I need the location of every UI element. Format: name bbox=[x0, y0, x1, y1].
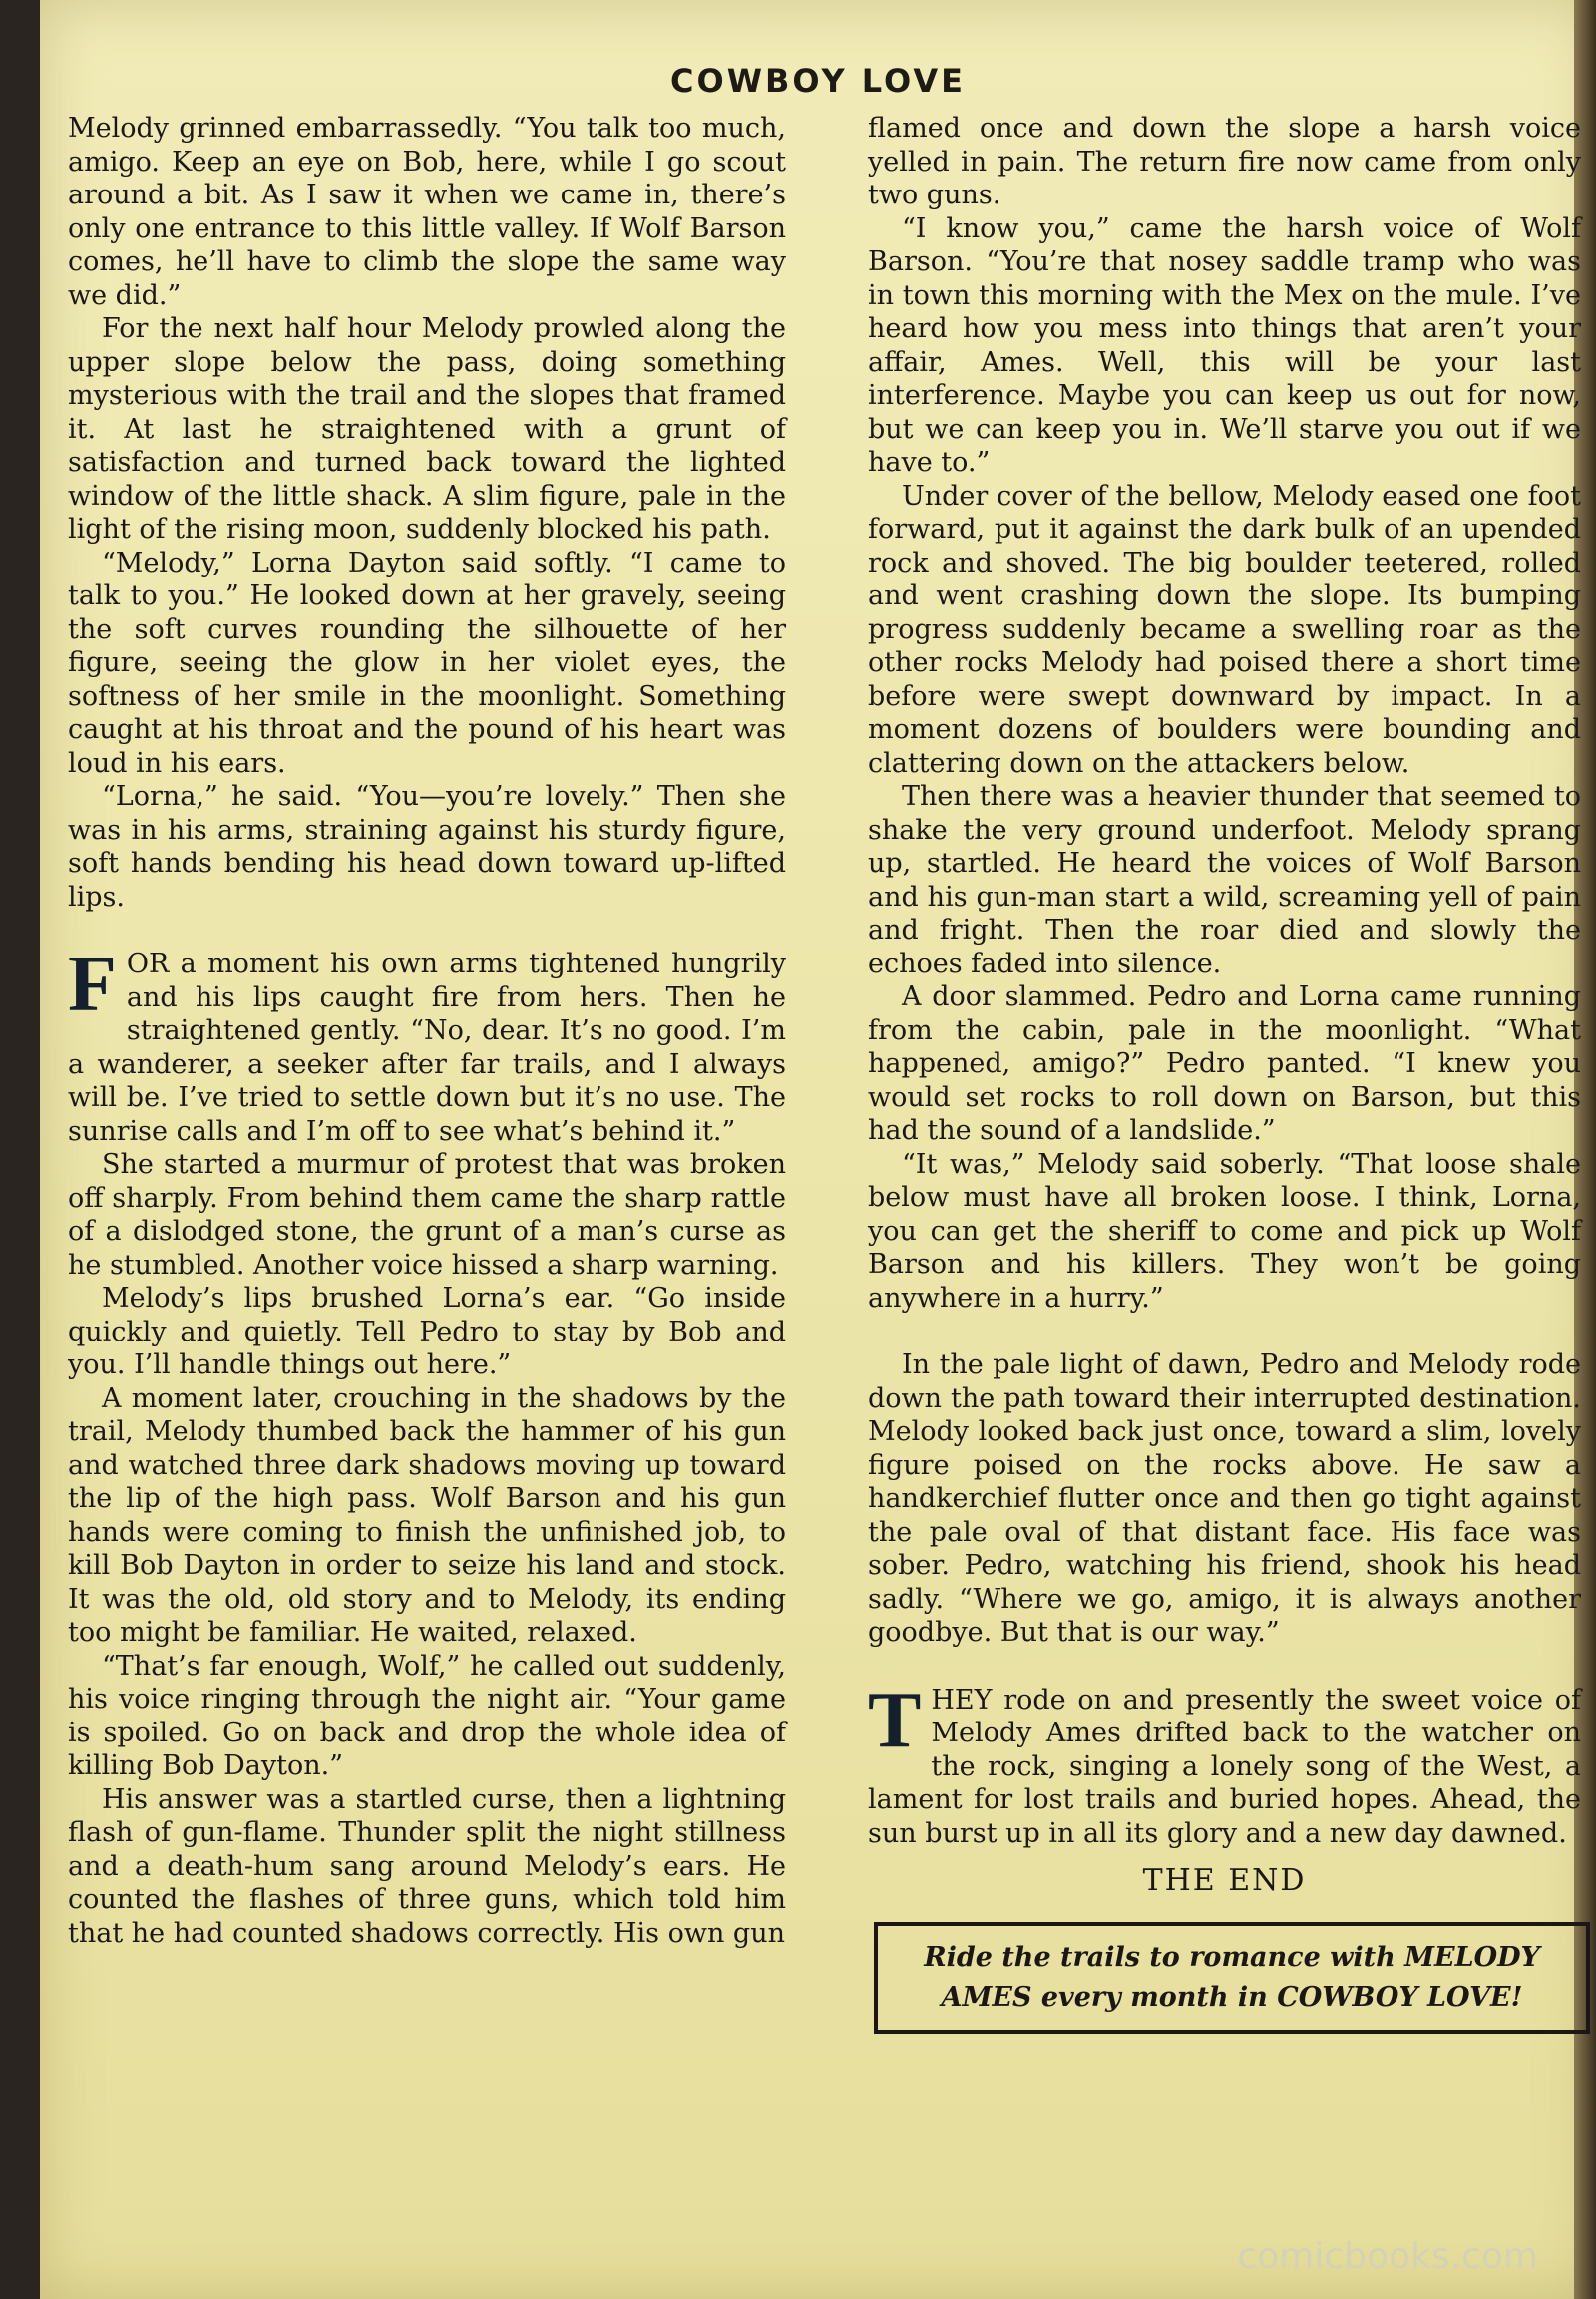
comic-page bbox=[40, 0, 1596, 2299]
paragraph: His answer was a startled curse, then a lightning flash of gun-flame. Thunder split the night stillness and a death-hum sang around Melody’s ears. He counted the flashes of three guns, which told him that he had counted shadows correctly. His own gun bbox=[68, 1783, 786, 1949]
paragraph: Melody’s lips brushed Lorna’s ear. “Go inside quickly and quietly. Tell Pedro to stay by Bob and you. I’ll handle things out here.” bbox=[68, 1283, 786, 1380]
paragraph: Under cover of the bellow, Melody eased one foot forward, put it against the dark bulk of an upended rock and shoved. The big boulder teetered, rolled and went crashing down the slope. Its bumping progress suddenly became a swelling roar as the other rocks Melody had poised there a short time before were swept downward by impact. In a moment dozens of boulders were bounding and clattering down on the attackers below. bbox=[868, 480, 1581, 779]
paragraph: In the pale light of dawn, Pedro and Melody rode down the path toward their interrupted destination. Melody looked back just once, toward a slim, lovely figure poised on the rocks above. He saw a handkerchief flutter once and then go tight against the pale oval of that distant face. His face was sober. Pedro, watching his friend, shook his head sadly. “Where we go, amigo, it is always another goodbye. But that is our way.” bbox=[868, 1349, 1581, 1648]
dropcap-paragraph bbox=[868, 1676, 1581, 1851]
paragraph: flamed once and down the slope a harsh voice yelled in pain. The return fire now came from only two guns. bbox=[868, 113, 1581, 210]
page-title: COWBOY LOVE bbox=[670, 62, 966, 100]
paragraph: “That’s far enough, Wolf,” he called out suddenly, his voice ringing through the night air. “Your game is spoiled. Go on back and drop the whole idea of killing Bob Dayton.” bbox=[68, 1650, 786, 1781]
paragraph: She started a murmur of protest that was broken off sharply. From behind them came the sharp rattle of a dislodged stone, the grunt of a man’s curse as he stumbled. Another voice hissed a sharp warning. bbox=[68, 1149, 786, 1281]
promo-box: Ride the trails to romance with MELODY AMES every month in COWBOY LOVE! bbox=[874, 1922, 1590, 2034]
dropcap-paragraph-text: OR a moment his own arms tightened hungrily and his lips caught fire from hers. Then he straightened gently. “No, dear. It’s no good. I’m a wanderer, a seeker after far trails, and I always will be. I’ve tried to settle down but it’s no use. The sunrise calls and I’m off to see what’s behind it.” bbox=[68, 949, 786, 1147]
right-column bbox=[868, 112, 1581, 2034]
section-break bbox=[868, 1315, 1581, 1348]
section-break bbox=[68, 914, 786, 948]
dropcap-paragraph-text: HEY rode on and presently the sweet voice of Melody Ames drifted back to the watcher on the rock, singing a lonely song of the West, a lament for lost trails and buried hopes. Ahead, the sun burst up in all its glory and a new day dawned. bbox=[868, 1684, 1581, 1849]
the-end-label: THE END bbox=[1142, 1863, 1307, 1898]
paragraph: “Melody,” Lorna Dayton said softly. “I came to talk to you.” He looked down at her gravely, seeing the soft curves rounding the silhouette of her figure, seeing the glow in her violet eyes, the softness of her smile in the moonlight. Something caught at his throat and the pound of his heart was loud in his ears. bbox=[68, 547, 786, 779]
paragraph: “Lorna,” he said. “You—you’re lovely.” Then she was in his arms, straining against his sturdy figure, soft hands bending his head down toward up-lifted lips. bbox=[68, 781, 786, 913]
dropcap-letter: F bbox=[68, 941, 117, 1028]
paragraph: Melody grinned embarrassedly. “You talk too much, amigo. Keep an eye on Bob, here, while I go scout around a bit. As I saw it when we came in, there’s only one entrance to this little valley. If Wolf Barson comes, he’ll have to climb the slope the same way we did.” bbox=[68, 113, 786, 311]
dropcap-paragraph bbox=[68, 941, 786, 1148]
paragraph: A moment later, crouching in the shadows by the trail, Melody thumbed back the hammer of his gun and watched three dark shadows moving up toward the lip of the high pass. Wolf Barson and his gun hands were coming to finish the unfinished job, to kill Bob Dayton in order to seize his land and stock. It was the old, old story and to Melody, its ending too might be familiar. He waited, relaxed. bbox=[68, 1382, 786, 1648]
paragraph: For the next half hour Melody prowled along the upper slope below the pass, doing something mysterious with the trail and the slopes that framed it. At last he straightened with a grunt of satisfaction and turned back toward the lighted window of the little shack. A slim figure, pale in the light of the rising moon, suddenly blocked his path. bbox=[68, 313, 786, 545]
paragraph: “It was,” Melody said soberly. “That loose shale below must have all broken loose. I think, Lorna, you can get the sheriff to come and pick up Wolf Barson and his killers. They won’t be going anywhere in a hurry.” bbox=[868, 1148, 1581, 1314]
paragraph: “I know you,” came the harsh voice of Wolf Barson. “You’re that nosey saddle tramp who was in town this morning with the Mex on the mule. I’ve heard how you mess into things that aren’t your affair, Ames. Well, this will be your last interference. Maybe you can keep us out for now, but we can keep you in. We’ll starve you out if we have to.” bbox=[868, 212, 1581, 478]
dropcap-letter: T bbox=[868, 1676, 922, 1764]
left-column bbox=[68, 112, 786, 1950]
paragraph: A door slammed. Pedro and Lorna came running from the cabin, pale in the moonlight. “What happened, amigo?” Pedro panted. “I knew you would set rocks to roll down on Barson, but this had the sound of a landslide.” bbox=[868, 981, 1581, 1146]
section-break bbox=[868, 1650, 1581, 1684]
site-watermark: comicbooks.com bbox=[1237, 2236, 1538, 2277]
paragraph: Then there was a heavier thunder that seemed to shake the very ground underfoot. Melody sprang up, startled. He heard the voices of Wolf Barson and his gun-man start a wild, screaming yell of pain and fright. Then the roar died and slowly the echoes faded into silence. bbox=[868, 781, 1581, 979]
